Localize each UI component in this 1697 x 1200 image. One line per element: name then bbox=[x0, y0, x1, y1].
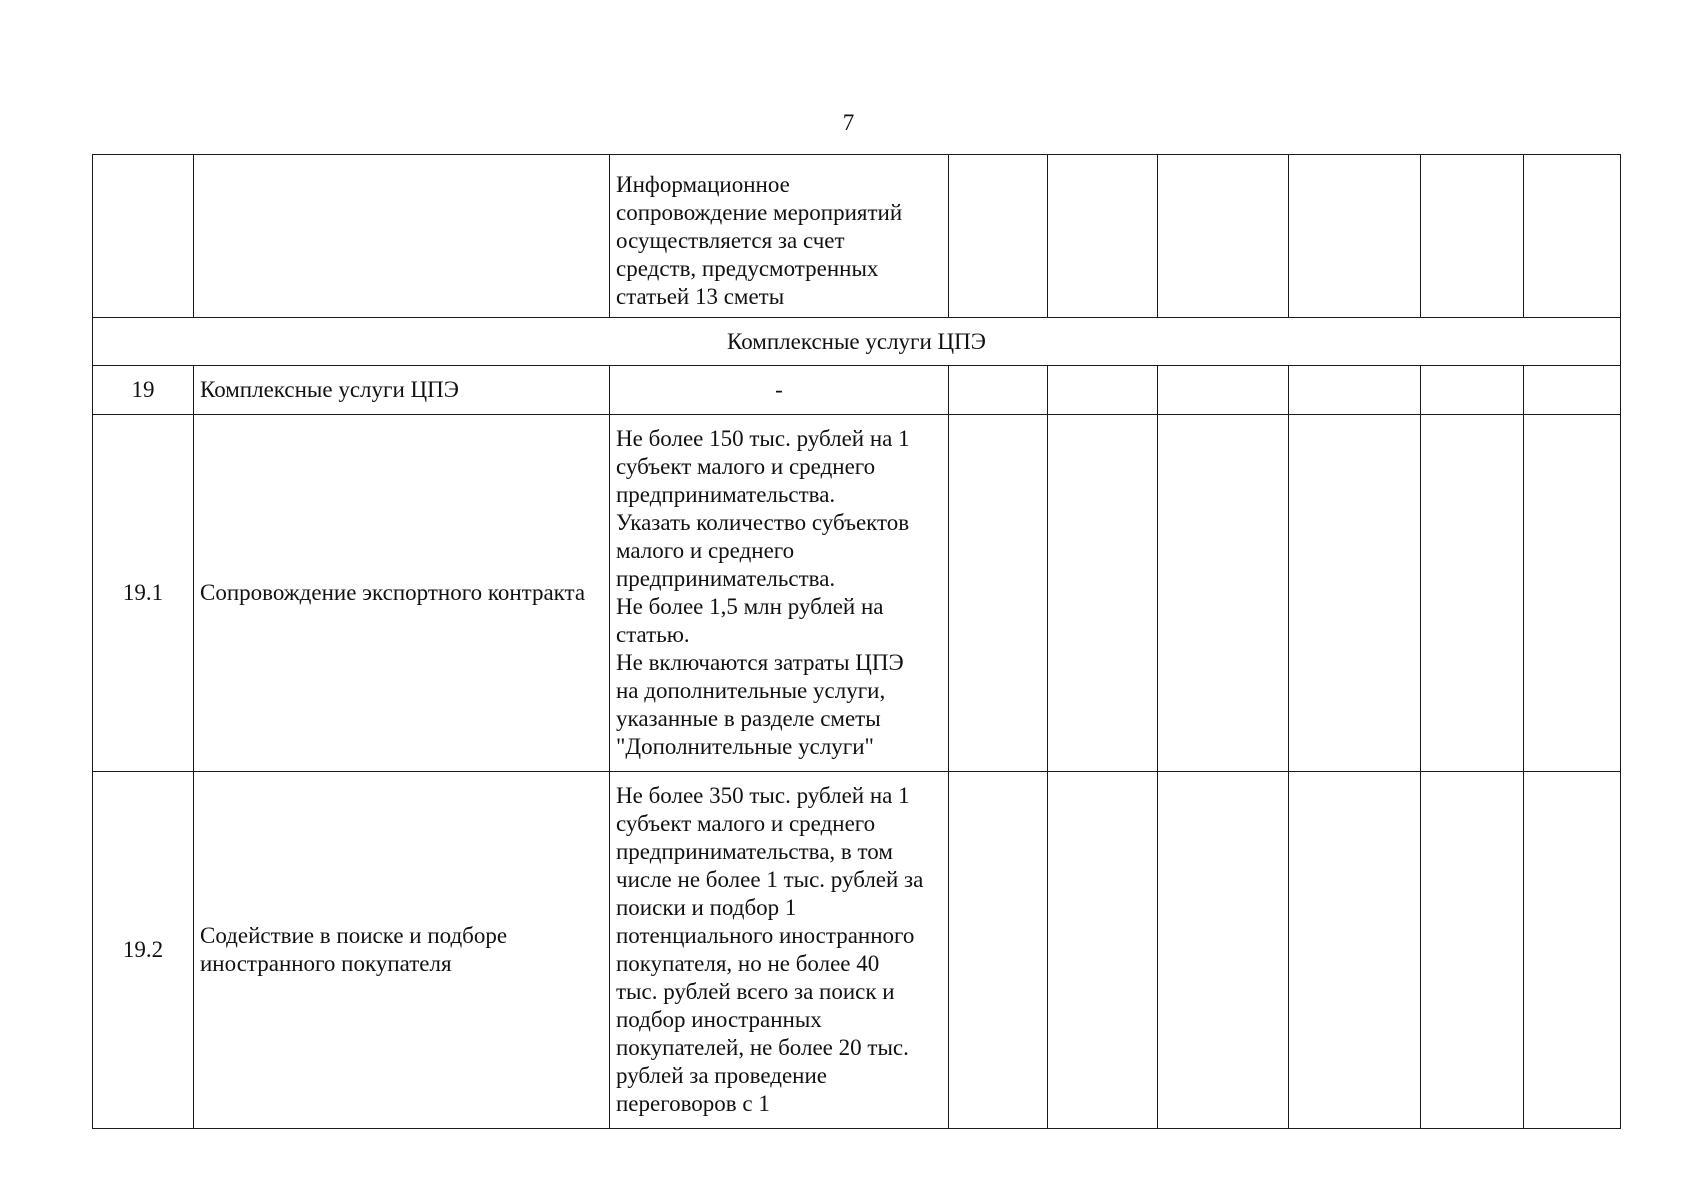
empty-cell bbox=[1048, 366, 1158, 415]
name-line: Комплексные услуги ЦПЭ bbox=[200, 377, 459, 402]
note-line: покупателя, но не более 40 bbox=[616, 951, 880, 976]
section-header-row bbox=[93, 318, 1621, 366]
row-number-cell bbox=[93, 155, 194, 318]
empty-cell bbox=[1048, 155, 1158, 318]
note-line: поиски и подбор 1 bbox=[616, 895, 797, 920]
name-line: Содействие в поиске и подборе bbox=[200, 923, 508, 948]
empty-cell bbox=[949, 155, 1048, 318]
row-number-cell: 19 bbox=[93, 366, 194, 415]
note-line: указанные в разделе сметы bbox=[616, 706, 881, 731]
empty-cell bbox=[1048, 772, 1158, 1129]
empty-cell bbox=[1421, 366, 1524, 415]
empty-cell bbox=[1289, 155, 1421, 318]
empty-cell bbox=[1048, 415, 1158, 772]
note-line: субъект малого и среднего bbox=[616, 811, 876, 836]
empty-cell bbox=[1524, 415, 1621, 772]
page-number: 7 bbox=[842, 110, 855, 135]
note-line: тыс. рублей всего за поиск и bbox=[616, 979, 895, 1004]
note-line: Не более 150 тыс. рублей на 1 bbox=[616, 426, 910, 451]
note-line: предпринимательства. bbox=[616, 566, 836, 591]
budget-table bbox=[92, 154, 1621, 1129]
empty-cell bbox=[1158, 772, 1289, 1129]
empty-cell bbox=[1158, 366, 1289, 415]
row-name-cell bbox=[194, 772, 610, 1129]
note-line: субъект малого и среднего bbox=[616, 454, 876, 479]
note-line: - bbox=[775, 377, 783, 402]
note-line: осуществляется за счет bbox=[616, 228, 845, 253]
empty-cell bbox=[1289, 772, 1421, 1129]
empty-cell bbox=[949, 415, 1048, 772]
table-row bbox=[93, 772, 1621, 1129]
row-name-cell bbox=[194, 366, 610, 415]
note-line: потенциального иностранного bbox=[616, 923, 915, 948]
note-line: Информационное bbox=[616, 172, 790, 197]
empty-cell bbox=[1289, 415, 1421, 772]
row-note-cell bbox=[610, 366, 949, 415]
row-name-cell bbox=[194, 155, 610, 318]
table-row bbox=[93, 415, 1621, 772]
empty-cell bbox=[1289, 366, 1421, 415]
empty-cell bbox=[949, 366, 1048, 415]
empty-cell bbox=[1158, 415, 1289, 772]
note-line: на дополнительные услуги, bbox=[616, 678, 886, 703]
note-line: статью. bbox=[616, 622, 690, 647]
empty-cell bbox=[1158, 155, 1289, 318]
row-note-cell bbox=[610, 415, 949, 772]
note-line: числе не более 1 тыс. рублей за bbox=[616, 867, 924, 892]
note-line: "Дополнительные услуги" bbox=[616, 734, 874, 759]
note-line: покупателей, не более 20 тыс. bbox=[616, 1035, 909, 1060]
row-number-cell: 19.2 bbox=[93, 772, 194, 1129]
note-line: подбор иностранных bbox=[616, 1007, 822, 1032]
name-line: Сопровождение экспортного контракта bbox=[200, 580, 586, 605]
row-note-cell bbox=[610, 155, 949, 318]
empty-cell bbox=[1421, 155, 1524, 318]
note-line: рублей за проведение bbox=[616, 1063, 827, 1088]
note-line: сопровождение мероприятий bbox=[616, 200, 903, 225]
row-number-cell: 19.1 bbox=[93, 415, 194, 772]
empty-cell bbox=[1421, 415, 1524, 772]
note-line: Не включаются затраты ЦПЭ bbox=[616, 650, 904, 675]
empty-cell bbox=[1524, 366, 1621, 415]
empty-cell bbox=[1421, 772, 1524, 1129]
empty-cell bbox=[949, 772, 1048, 1129]
note-line: средств, предусмотренных bbox=[616, 256, 879, 281]
empty-cell bbox=[1524, 772, 1621, 1129]
row-name-cell bbox=[194, 415, 610, 772]
note-line: малого и среднего bbox=[616, 538, 795, 563]
note-line: Указать количество субъектов bbox=[616, 510, 910, 535]
note-line: Не более 350 тыс. рублей на 1 bbox=[616, 783, 910, 808]
note-line: Не более 1,5 млн рублей на bbox=[616, 594, 884, 619]
empty-cell bbox=[1524, 155, 1621, 318]
name-line: иностранного покупателя bbox=[200, 951, 452, 976]
row-note-cell bbox=[610, 772, 949, 1129]
table-row bbox=[93, 366, 1621, 415]
table-row-continuation bbox=[93, 155, 1621, 318]
note-line: статьей 13 сметы bbox=[616, 284, 785, 309]
note-line: предпринимательства. bbox=[616, 482, 836, 507]
section-title: Комплексные услуги ЦПЭ bbox=[93, 318, 1621, 366]
note-line: предпринимательства, в том bbox=[616, 839, 893, 864]
note-line: переговоров с 1 bbox=[616, 1091, 770, 1116]
